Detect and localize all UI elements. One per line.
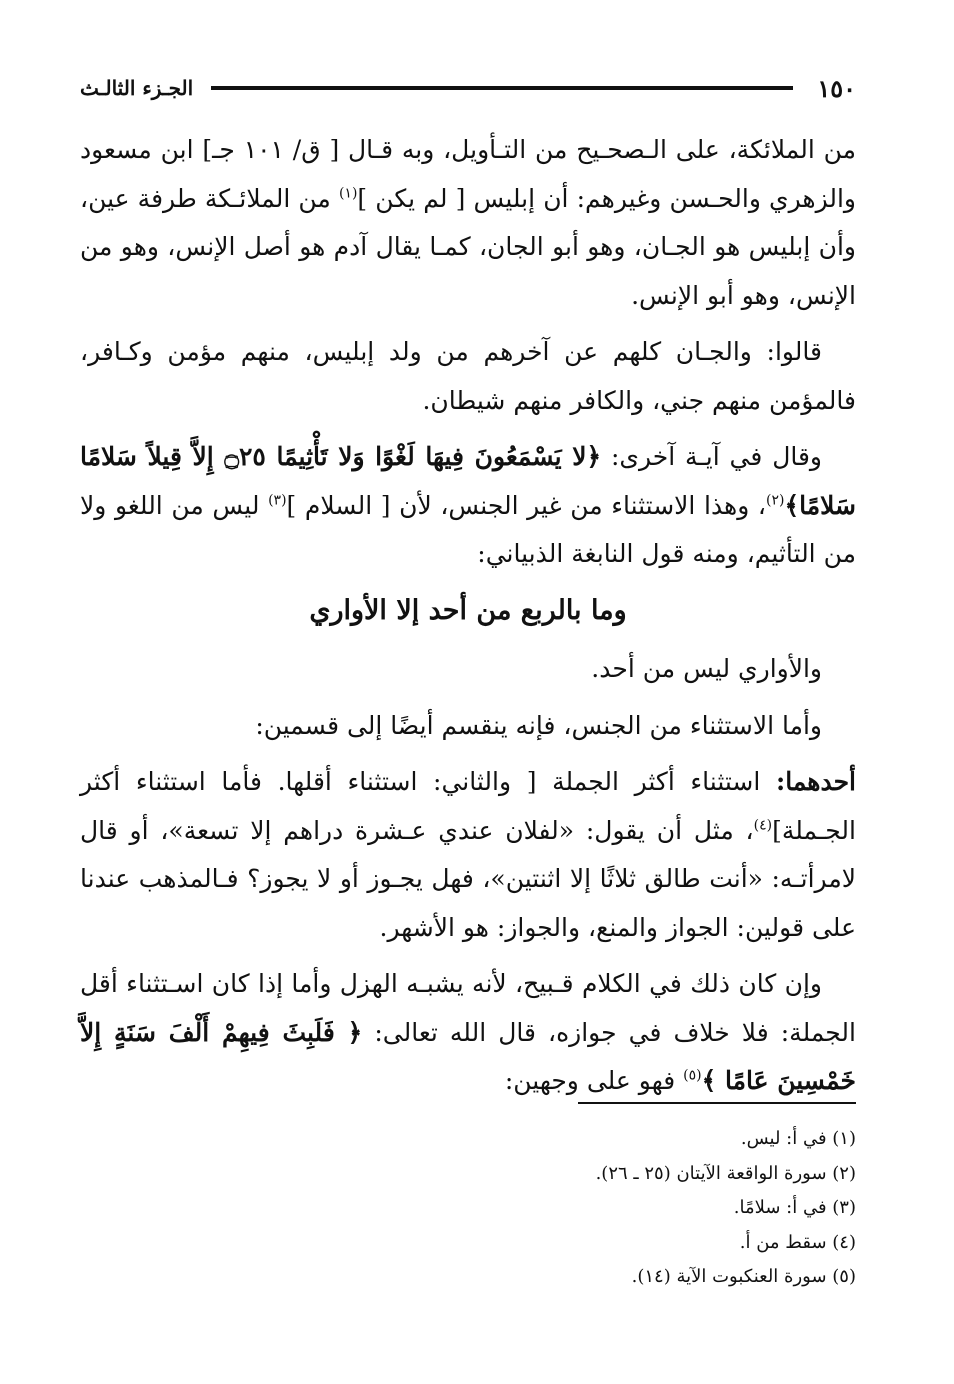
quran-verse-2: ﴿ فَلَبِثَ فِيهِمْ أَلْفَ سَنَةٍ إِلاَّ خَمْسِينَ عَامًا ﴾ — [80, 1017, 856, 1095]
page-number: ١٥٠ — [817, 73, 856, 103]
footnote-separator — [578, 1102, 856, 1104]
footnote-item: (٤) سقط من أ. — [739, 1231, 856, 1253]
footnote-item: (٥) سورة العنكبوت الآية (١٤). — [631, 1266, 856, 1287]
paragraph-7: وإن كان ذلك في الكلام قـبيح، لأنه يشبـه الهزل وأما إذا كان اسـتثناء أقل الجملة: فلا خلاف في جوازه، قال الله تعالى: ﴿ فَلَبِثَ فِيهِمْ أَلْفَ سَنَةٍ إِلاَّ خَمْسِينَ عَامًا ﴾$^{(٥)}$ فهو على وجهين: — [80, 969, 856, 1095]
lead-word: أحدهما: — [775, 767, 856, 796]
footnote-item: (٢) سورة الواقعة الآيتان (٢٥ ـ ٢٦). — [595, 1162, 856, 1184]
book-page — [80, 66, 856, 1326]
paragraph-5: وأما الاستثناء من الجنس، فإنه ينقسم أيضًا إلى قسمين: — [255, 710, 822, 740]
footnote-ref-5[interactable]: (٥) — [683, 1067, 702, 1084]
footnote-ref-4[interactable]: (٤) — [753, 817, 773, 834]
running-title: الجـزء الثالـث — [80, 76, 194, 100]
footnote-ref-2[interactable]: (٢) — [766, 492, 785, 509]
paragraph-1: من الملائكة، على الـصحـيح من التـأويل، وبه قـال [ ق/ ١٠١ جـ] ابن مسعود والزهري والحـسن وغيرهم: أن إبليس [ لم يكن ]$^{(١)}$ من الملائـكة طرفة عين، وأن إبليس هو الجـان، وهو أبو الجان، كمـا يقال آدم هو أصل الإنس، وهو من الإنس، وهو أبو الإنس. — [80, 135, 856, 310]
poetry-line: وما بالربع من أحد إلا الأواري — [309, 594, 627, 626]
paragraph-4: والأواري ليس من أحد. — [591, 654, 822, 683]
header-rule — [211, 86, 793, 90]
footnote-ref-3[interactable]: (٣) — [268, 492, 287, 509]
main-text — [80, 126, 856, 1106]
paragraph-6: أحدهما: استثناء أكثر الجملة [ والثاني: استثناء أقلها. فأما استثناء أكثر الجـملة]$^{(٤)}$، مثل أن يقول: «لفلان عندي عـشرة دراهم إلا تسعة»، أو قال لامرأتـه: «أنت طالق ثلاثًا إلا اثنتين»، فهل يجـوز أو لا يجوز؟ فـالمذهب عندنا على قولين: الجواز والمنع، والجواز: هو الأشهر. — [80, 767, 856, 942]
quran-verse: ﴿لا يَسْمَعُونَ فِيهَا لَغْوًا وَلا تَأْثِيمًا ۝٢٥ إِلاَّ قِيلاً سَلامًا سَلامًا﴾ — [80, 442, 856, 520]
footnote-item: (١) في أ: ليس. — [740, 1128, 856, 1149]
paragraph-3: وقال في آيـة آخرى: ﴿لا يَسْمَعُونَ فِيهَا لَغْوًا وَلا تَأْثِيمًا ۝٢٥ إِلاَّ قِيلاً سَلامًا سَلامًا﴾$^{(٢)}$، وهذا الاستثناء من غير الجنس، لأن [ السلام ]$^{(٣)}$ ليس من اللغو ولا من التأثيم، ومنه قول النابغة الذبياني: — [80, 442, 856, 568]
footnote-item: (٣) في أ: سلامًا. — [733, 1197, 856, 1218]
paragraph-2: قالوا: والجـان كلهم عن آخرهم من ولد إبليس، منهم مؤمن وكـافر، فالمؤمن منهم جني، والكافر منهم شيطان. — [80, 337, 856, 415]
footnote-ref-1[interactable]: (١) — [338, 185, 358, 202]
footnotes — [80, 1122, 856, 1295]
page-header — [80, 66, 856, 110]
